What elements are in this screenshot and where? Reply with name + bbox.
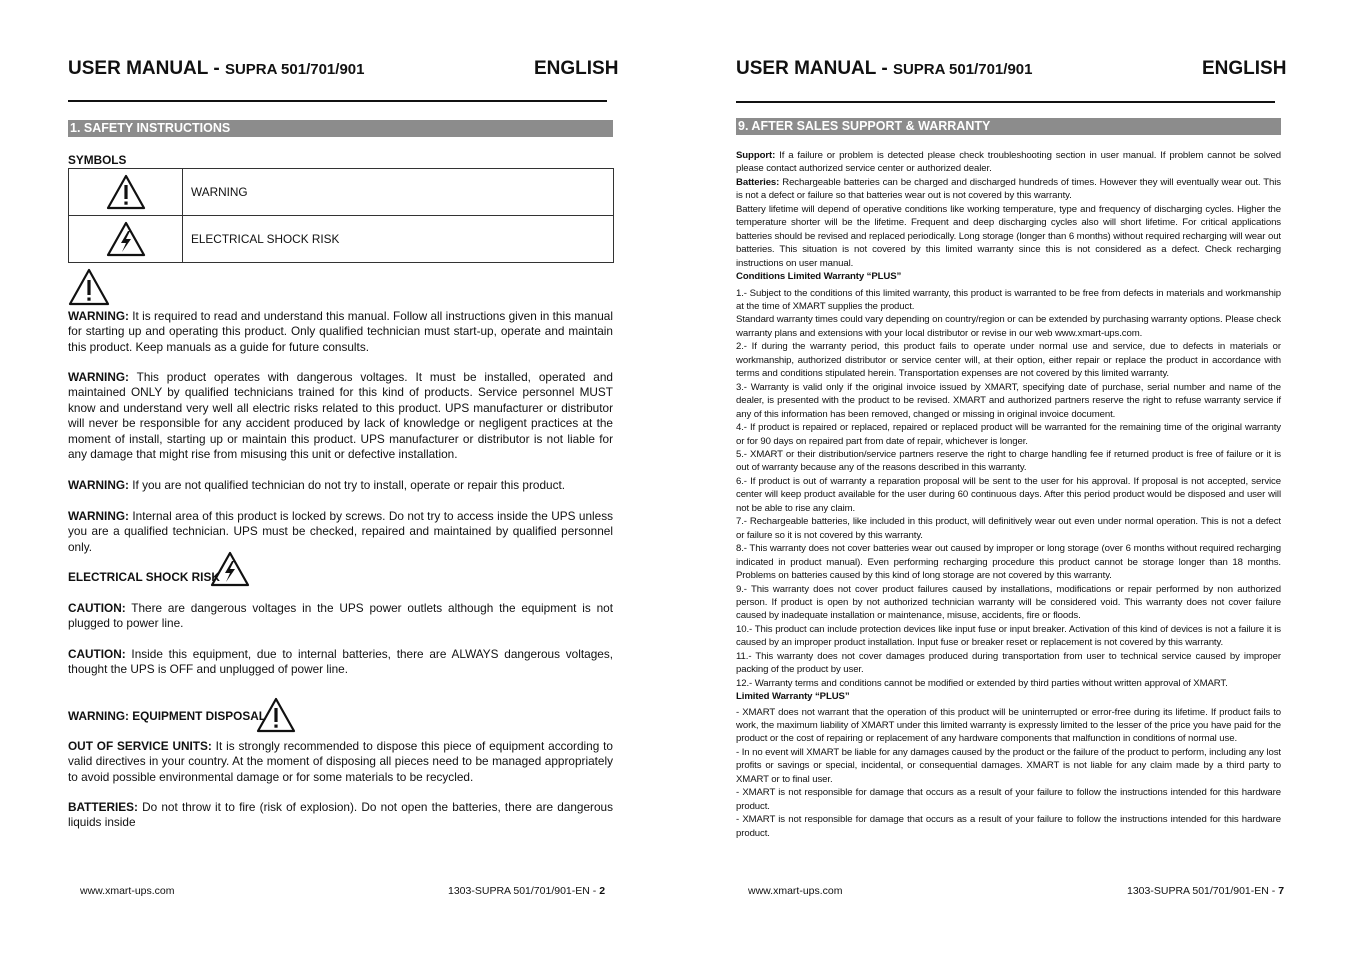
header-rule	[736, 101, 1275, 103]
footer-code: 1303-SUPRA 501/701/901-EN -	[448, 885, 600, 897]
support-text: If a failure or problem is detected please check troubleshooting section in user manual. If problem cannot be solved please contact authorized service center or authorized dealer.	[736, 150, 1281, 175]
warning-paragraph-2	[68, 370, 613, 462]
warning-text: Internal area of this product is locked by screws. Do not try to access inside the UPS unless you are a qualified technician. UPS must be checked, repaired and maintained by qualified personnel only.	[68, 509, 613, 554]
warning-paragraph-4	[68, 509, 613, 555]
condition-item-5: 5.- XMART or their distribution/service partners reserve the right to charge handling fee if returned product is free of failure or it is out of warranty because any of the reasons described in this warranty.	[736, 448, 1281, 474]
page-header	[736, 58, 1287, 82]
batteries-paragraph	[736, 176, 1281, 203]
electrical-shock-heading: ELECTRICAL SHOCK RISK	[68, 570, 220, 584]
condition-item-9: 9.- This warranty does not cover product failures caused by installations, modifications or repair performed by non authorized person. If product is open by not authorized technician warranty will be considered void. This warranty does not cover failure caused by inadequate installation or maintenance, misuse, accidents, fire or floods.	[736, 583, 1281, 622]
condition-item-8: 8.- This warranty does not cover batteries wear out caused by improper or long storage (over 6 months without required recharging indicated in product manual). Even performing recharging procedure this product cannot be storage longer than 18 months. Problems on batteries caused by this kind of long storage are not covered by this warranty.	[736, 543, 1281, 582]
limited-item-2: - In no event will XMART be liable for any damages caused by the product or the failure of the product to perform, including any lost profits or savings or special, incidental, or consequential damages. XMART is not liable for any claim made by a third party to XMART or to final user.	[736, 746, 1281, 785]
warning-label: WARNING:	[68, 370, 129, 384]
limited-item-3: - XMART is not responsible for damage that occurs as a result of your failure to follow the instructions intended for this hardware product.	[736, 787, 1281, 812]
battery-life-paragraph: Battery lifetime will depend of operative conditions like working temperature, type and frequency of discharging cycles. Higher the temperature shorter will be the lifetime. Frequent and deep discharging cycles also will short lifetime. For critical applications batteries should be revised and replaced periodically. Long storage (longer than 6 months) without required recharging will wear out batteries. This situation is not covered by this limited warranty since this is not considered as a defect. Check recharging instructions on user manual.	[736, 203, 1281, 269]
footer-code: 1303-SUPRA 501/701/901-EN -	[1127, 885, 1279, 897]
caution-text: Inside this equipment, due to internal batteries, there are ALWAYS dangerous voltages, thought the UPS is OFF and unplugged of power line.	[68, 647, 613, 677]
header-title: USER MANUAL -	[736, 58, 893, 79]
limited-item-4: - XMART is not responsible for damage that occurs as a result of your failure to follow the instructions intended for this hardware product.	[736, 814, 1281, 839]
condition-item-7: 7.- Rechargeable batteries, like included in this product, will definitively wear out even under normal operation. This is not a defect or failure so it is not covered by this warranty.	[736, 516, 1281, 541]
caution-label: CAUTION:	[68, 647, 126, 661]
electrical-shock-icon	[106, 221, 146, 257]
caution-text: There are dangerous voltages in the UPS power outlets although the equipment is not plugged to power line.	[68, 601, 613, 631]
header-language: ENGLISH	[1202, 58, 1287, 79]
symbol-icon-cell	[69, 216, 183, 263]
warning-paragraph-3	[68, 478, 613, 493]
footer-url: www.xmart-ups.com	[80, 885, 175, 897]
warranty-body	[736, 149, 1281, 840]
support-label: Support:	[736, 150, 776, 161]
footer-page-number: 2	[599, 885, 606, 897]
page-header	[68, 58, 619, 82]
warning-label: WARNING:	[68, 478, 129, 492]
footer-page-number: 7	[1278, 885, 1285, 897]
condition-item-4: 4.- If product is repaired or replaced, repaired or replaced product will be warranted for the remaining time of the original warranty or for 90 days on repaired part from date of repair, whichever is longer.	[736, 422, 1281, 447]
warning-triangle-icon	[256, 697, 296, 733]
batteries-label: BATTERIES:	[68, 800, 138, 814]
symbol-row-shock	[69, 216, 614, 263]
footer-doc-code	[448, 885, 605, 897]
conditions-heading: Conditions Limited Warranty “PLUS”	[736, 271, 902, 283]
symbols-table	[68, 168, 614, 263]
out-of-service-text: It is strongly recommended to dispose this piece of equipment according to valid directives in your country. At the moment of disposing all pieces need to be managed appropriately to avoid possible environmental damage or for some materials to be recycled.	[68, 739, 613, 784]
caution-label: CAUTION:	[68, 601, 126, 615]
support-paragraph	[736, 149, 1281, 176]
footer-url: www.xmart-ups.com	[748, 885, 843, 897]
batteries-paragraph	[68, 800, 613, 831]
batteries-text: Do not throw it to fire (risk of explosion). Do not open the batteries, there are dangerous liquids inside	[68, 800, 613, 830]
condition-item-3: 3.- Warranty is valid only if the original invoice issued by XMART, specifying date of purchase, serial number and name of the dealer, is presented with the product to be revised. XMART and authorized partners reserve the right to refuse warranty service if any of this information has been removed, changed or missing in original invoice document.	[736, 381, 1281, 420]
caution-paragraph-1	[68, 601, 613, 632]
section-title-bar: 1. SAFETY INSTRUCTIONS	[68, 120, 613, 137]
symbol-label-shock: ELECTRICAL SHOCK RISK	[183, 216, 614, 263]
equipment-disposal-heading: WARNING: EQUIPMENT DISPOSAL	[68, 709, 266, 723]
header-rule	[68, 100, 607, 102]
header-model: SUPRA 501/701/901	[892, 61, 1033, 78]
section-title-bar: 9. AFTER SALES SUPPORT & WARRANTY	[736, 118, 1281, 135]
warning-paragraph-1	[68, 309, 613, 355]
condition-item-10: 10.- This product can include protection devices like input fuse or input breaker. Activation of this kind of devices is not a failure it is caused by an improper product installation. Input fuse or breaker reset or replacement is not covered by this warranty.	[736, 623, 1281, 649]
condition-item-12: 12.- Warranty terms and conditions cannot be modified or extended by third parties without written approval of XMART.	[736, 677, 1228, 689]
footer-doc-code	[1127, 885, 1284, 897]
condition-item-1: 1.- Subject to the conditions of this limited warranty, this product is warranted to be free from defects in materials and workmanship at the time of XMART supplies the product.	[736, 287, 1281, 312]
condition-item-11: 11.- This warranty does not cover damages produced during transportation from user to technical service caused by improper packing of the product by user.	[736, 650, 1281, 676]
header-language: ENGLISH	[534, 58, 619, 79]
warning-label: WARNING:	[68, 509, 129, 523]
warning-triangle-icon	[68, 268, 110, 306]
batteries-label: Batteries:	[736, 176, 780, 188]
batteries-text: Rechargeable batteries can be charged and discharged hundreds of times. However they will eventually wear out. This is not a defect or failure so that batteries wear out is not covered by this warranty.	[736, 176, 1281, 202]
warning-triangle-icon	[106, 174, 146, 210]
warning-text: If you are not qualified technician do not try to install, operate or repair this product.	[128, 478, 566, 492]
warning-text: This product operates with dangerous voltages. It must be installed, operated and maintained ONLY by qualified technicians trained for this kind of products. Service personnel MUST know and understand very well all electric risks related to this product. UPS manufacturer or distributor will never be responsible for any accident produced by lack of knowledge or negligent practices at the moment of install, starting up or maintain this product. UPS manufacturer or distributor is not liable for any damage that might rise from misusing this unit or defective installation.	[68, 370, 613, 462]
symbols-heading: SYMBOLS	[68, 153, 127, 167]
electrical-shock-icon	[210, 551, 250, 587]
symbol-label-warning: WARNING	[183, 169, 614, 216]
condition-item-1b: Standard warranty times could vary depending on country/region or can be extended by purchasing warranty options. Please check warranty plans and extensions with your local distributor or revise in our web www.xmart-ups.com.	[736, 314, 1281, 339]
limited-warranty-heading: Limited Warranty “PLUS”	[736, 691, 850, 703]
header-model: SUPRA 501/701/901	[224, 61, 365, 78]
out-of-service-paragraph	[68, 739, 613, 785]
header-title: USER MANUAL -	[68, 58, 225, 79]
symbol-icon-cell	[69, 169, 183, 216]
right-page	[675, 0, 1350, 954]
warning-text: It is required to read and understand this manual. Follow all instructions given in this manual for starting up and operating this product. Only qualified technician must start-up, operate and maintain this product. Keep manuals as a guide for future consults.	[68, 309, 613, 354]
condition-item-2: 2.- If during the warranty period, this product fails to operate under normal use and service, due to defects in materials or workmanship, authorized distributor or service center will, at their option, either repair or replace the product in accordance with terms and conditions stipulated herein. Transportation expenses are not covered by this limited warranty.	[736, 341, 1281, 380]
caution-paragraph-2	[68, 647, 613, 678]
symbol-row-warning	[69, 169, 614, 216]
out-of-service-label: OUT OF SERVICE UNITS:	[68, 739, 212, 753]
limited-item-1: - XMART does not warrant that the operation of this product will be uninterrupted or error-free during its lifetime. If product fails to work, the maximum liability of XMART under this limited warranty is expressly limited to the lesser of the price you have paid for the product or the cost of repairing or replacement of any hardware components that malfunction in conditions of normal use.	[736, 706, 1281, 745]
condition-item-6: 6.- If product is out of warranty a reparation proposal will be sent to the user for his approval. If proposal is not accepted, service center will keep product available for the user during 60 continuous days. After this period product would be disposed and user will not be able to rise any claim.	[736, 475, 1281, 514]
warning-label: WARNING:	[68, 309, 129, 323]
